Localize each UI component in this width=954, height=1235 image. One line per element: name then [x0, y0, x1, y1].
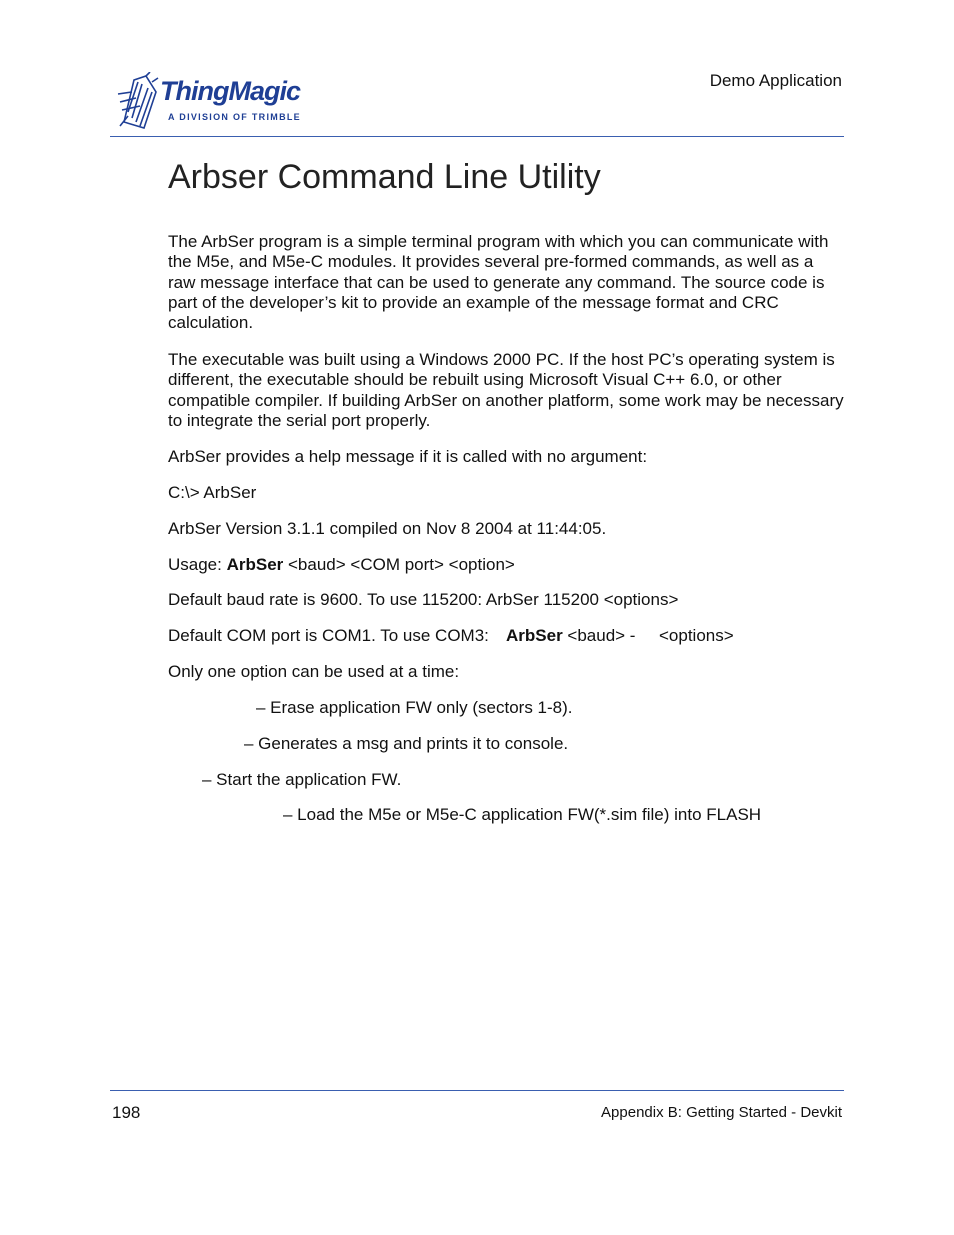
help-intro-line: ArbSer provides a help message if it is called with no argument: — [168, 447, 648, 466]
option-erase: – Erase application FW only (sectors 1-8). — [256, 698, 573, 717]
default-com-command-line — [506, 626, 635, 646]
option-start-fw: – Start the application FW. — [202, 770, 402, 789]
default-com-options: <options> — [659, 626, 734, 645]
usage-args: <baud> <COM port> <option> — [283, 555, 515, 574]
logo-wordmark: ThingMagic — [160, 76, 300, 106]
page-title: Arbser Command Line Utility — [168, 158, 601, 196]
usage-line — [168, 555, 515, 575]
build-paragraph: The executable was built using a Windows 2000 PC. If the host PC’s operating system is different, the executable should be rebuilt using Microsoft Visual C++ 6.0, or other compatible compiler. If building ArbSer on another platform, some work may be necessary to integrate the serial port properly. — [168, 350, 844, 430]
logo-subtitle: A DIVISION OF TRIMBLE — [168, 112, 301, 122]
section-header: Demo Application — [709, 71, 842, 90]
default-com-prefix: Default COM port is COM1. To use COM3: — [168, 626, 489, 645]
default-com-command: ArbSer — [506, 626, 563, 645]
default-baud-line: Default baud rate is 9600. To use 115200: ArbSer 115200 <options> — [168, 590, 679, 609]
page-number: 198 — [112, 1103, 141, 1122]
default-com-line — [168, 626, 489, 646]
footer-rule — [110, 1090, 844, 1091]
logo-emblem-icon — [116, 72, 162, 130]
default-com-args: <baud> - — [562, 626, 636, 645]
version-line: ArbSer Version 3.1.1 compiled on Nov 8 2004 at 11:44:05. — [168, 519, 607, 538]
intro-paragraph: The ArbSer program is a simple terminal program with which you can communicate with the M5e, and M5e-C modules. It provides several pre-formed commands, as well as a raw message interface that can be used to generate any command. The source code is part of the developer’s kit to provide an example of the message format and CRC calculation. — [168, 232, 829, 333]
footer-chapter: Appendix B: Getting Started - Devkit — [601, 1104, 842, 1121]
option-load-fw: – Load the M5e or M5e-C application FW(*.sim file) into FLASH — [283, 805, 762, 824]
thingmagic-logo — [116, 72, 316, 130]
header-rule — [110, 136, 844, 137]
usage-command: ArbSer — [226, 555, 284, 574]
option-generate-msg: – Generates a msg and prints it to console. — [244, 734, 569, 753]
usage-prefix: Usage: — [168, 555, 227, 574]
one-option-line: Only one option can be used at a time: — [168, 662, 460, 681]
prompt-line: C:\> ArbSer — [168, 483, 257, 502]
